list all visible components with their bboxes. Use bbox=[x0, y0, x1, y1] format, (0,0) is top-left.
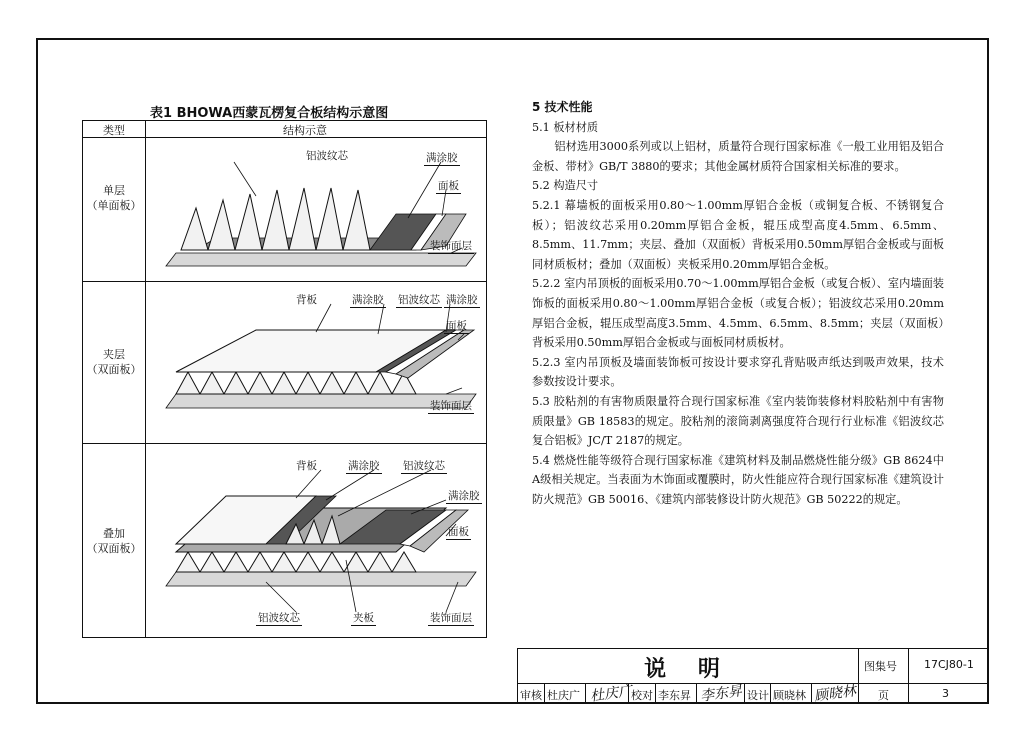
row-type-stacked bbox=[83, 526, 145, 556]
table-header bbox=[83, 121, 486, 138]
row-type-single bbox=[83, 183, 145, 213]
paragraph-54: 5.4 燃烧性能等级符合现行国家标准《建筑材料及制品燃烧性能分级》GB 8624中A级相关规定。当表面为木饰面或覆膜时，防火性能应符合现行国家标准《建筑设计防火规范》GB 50016、《建筑内部装修设计防火规范》GB 50222的规定。 bbox=[532, 453, 944, 506]
table-title: 表1 BHOWA西蒙瓦楞复合板结构示意图 bbox=[150, 106, 389, 121]
design-label: 设计 bbox=[747, 689, 769, 702]
row-type-sub: （双面板） bbox=[86, 542, 142, 555]
label-core-top: 铝波纹芯 bbox=[403, 460, 445, 472]
cell-divider bbox=[628, 683, 629, 704]
title-block-title: 说 明 bbox=[644, 657, 732, 682]
page-number: 3 bbox=[942, 687, 949, 700]
paragraph-53: 5.3 胶粘剂的有害物质限量符合现行国家标准《室内装饰装修材料胶粘剂中有害物质限量》GB 18583的规定。胶粘剂的滚筒剥离强度符合现行行业标准《铝波纹芯复合铝板》JC/T 2187的规定。 bbox=[532, 394, 944, 448]
atlas-number: 17CJ80-1 bbox=[924, 658, 974, 671]
page-label: 页 bbox=[878, 689, 889, 702]
label-core: 铝波纹芯 bbox=[306, 150, 348, 162]
row-type-name: 叠加 bbox=[103, 527, 125, 540]
label-back: 背板 bbox=[296, 294, 317, 306]
title-block-divider bbox=[518, 683, 987, 684]
paragraph-523: 5.2.3 室内吊顶板及墙面装饰板可按设计要求穿孔背贴吸声纸达到吸声效果，技术参数按设计要求。 bbox=[532, 355, 944, 389]
label-glue-2: 满涂胶 bbox=[448, 490, 480, 502]
diagram-sandwich bbox=[146, 282, 486, 442]
designer-name: 顾晓林 bbox=[773, 689, 806, 702]
label-core-bottom: 铝波纹芯 bbox=[258, 612, 300, 624]
diagram-single-layer bbox=[146, 138, 486, 281]
paragraph-522: 5.2.2 室内吊顶板的面板采用0.70～1.00mm厚铝合金板（或复合板）、室内墙面装饰板的面板采用0.80～1.00mm厚铝合金板（或复合板）；铝波纹芯采用0.20mm厚铝合金板，辊压成型高度3.5mm、4.5mm、6.5mm、8.5mm；夹层（双面板）背板采用0.50mm厚铝合金板或与面板同材质板材。 bbox=[532, 277, 944, 350]
row-type-sub: （单面板） bbox=[86, 199, 142, 212]
paragraph-51: 铝材选用3000系列或以上铝材，质量符合现行国家标准《一般工业用铝及铝合金板、带材》GB/T 3880的要求；其他金属材质符合国家相关标准的要求。 bbox=[532, 140, 944, 173]
checker-name: 李东昇 bbox=[658, 689, 691, 702]
row-type-name: 单层 bbox=[103, 184, 125, 197]
label-core: 铝波纹芯 bbox=[398, 294, 440, 306]
subsection-51: 5.1 板材材质 bbox=[532, 120, 599, 134]
label-face: 面板 bbox=[446, 320, 467, 332]
title-block-col bbox=[858, 649, 859, 704]
label-mid-plate: 夹板 bbox=[353, 612, 374, 624]
label-deco: 装饰面层 bbox=[430, 400, 472, 412]
row-type-name: 夹层 bbox=[103, 348, 125, 361]
designer-signature: 顾晓林 bbox=[813, 683, 858, 705]
check-label: 校对 bbox=[631, 689, 653, 702]
title-block bbox=[517, 648, 987, 704]
cell-divider bbox=[744, 683, 745, 704]
reviewer-signature: 杜庆广 bbox=[589, 683, 634, 705]
label-deco: 装饰面层 bbox=[430, 240, 472, 252]
label-face: 面板 bbox=[438, 180, 459, 192]
label-deco: 装饰面层 bbox=[430, 612, 472, 624]
review-label: 审核 bbox=[520, 689, 542, 702]
label-back: 背板 bbox=[296, 460, 317, 472]
label-face: 面板 bbox=[448, 526, 469, 538]
atlas-label: 图集号 bbox=[864, 660, 897, 673]
subsection-52: 5.2 构造尺寸 bbox=[532, 179, 599, 193]
cell-divider bbox=[696, 683, 697, 704]
technical-performance-section bbox=[532, 98, 944, 509]
diagram-stacked bbox=[146, 444, 486, 638]
row-type-sandwich bbox=[83, 347, 145, 377]
header-structure: 结构示意 bbox=[283, 124, 327, 137]
cell-divider bbox=[655, 683, 656, 704]
cell-divider bbox=[544, 683, 545, 704]
section-heading: 5 技术性能 bbox=[532, 100, 593, 114]
structure-table bbox=[82, 120, 487, 638]
label-glue-2: 满涂胶 bbox=[446, 294, 478, 306]
checker-signature: 李东昇 bbox=[699, 683, 744, 705]
cell-divider bbox=[770, 683, 771, 704]
cell-divider bbox=[585, 683, 586, 704]
title-block-col bbox=[908, 649, 909, 704]
label-glue-1: 满涂胶 bbox=[352, 294, 384, 306]
label-glue: 满涂胶 bbox=[426, 152, 458, 164]
reviewer-name: 杜庆广 bbox=[547, 689, 580, 702]
label-glue-1: 满涂胶 bbox=[348, 460, 380, 472]
header-type: 类型 bbox=[103, 124, 125, 137]
row-type-sub: （双面板） bbox=[86, 363, 142, 376]
paragraph-521: 5.2.1 幕墙板的面板采用0.80～1.00mm厚铝合金板（或铜复合板、不锈钢复合板）；铝波纹芯采用0.20mm厚铝合金板，辊压成型高度4.5mm、6.5mm、8.5mm、11.7mm；夹层、叠加（双面板）背板采用0.50mm厚铝合金板或与面板同材质板材；叠加（双面板）夹板采用0.20mm厚铝合金板。 bbox=[532, 198, 944, 271]
